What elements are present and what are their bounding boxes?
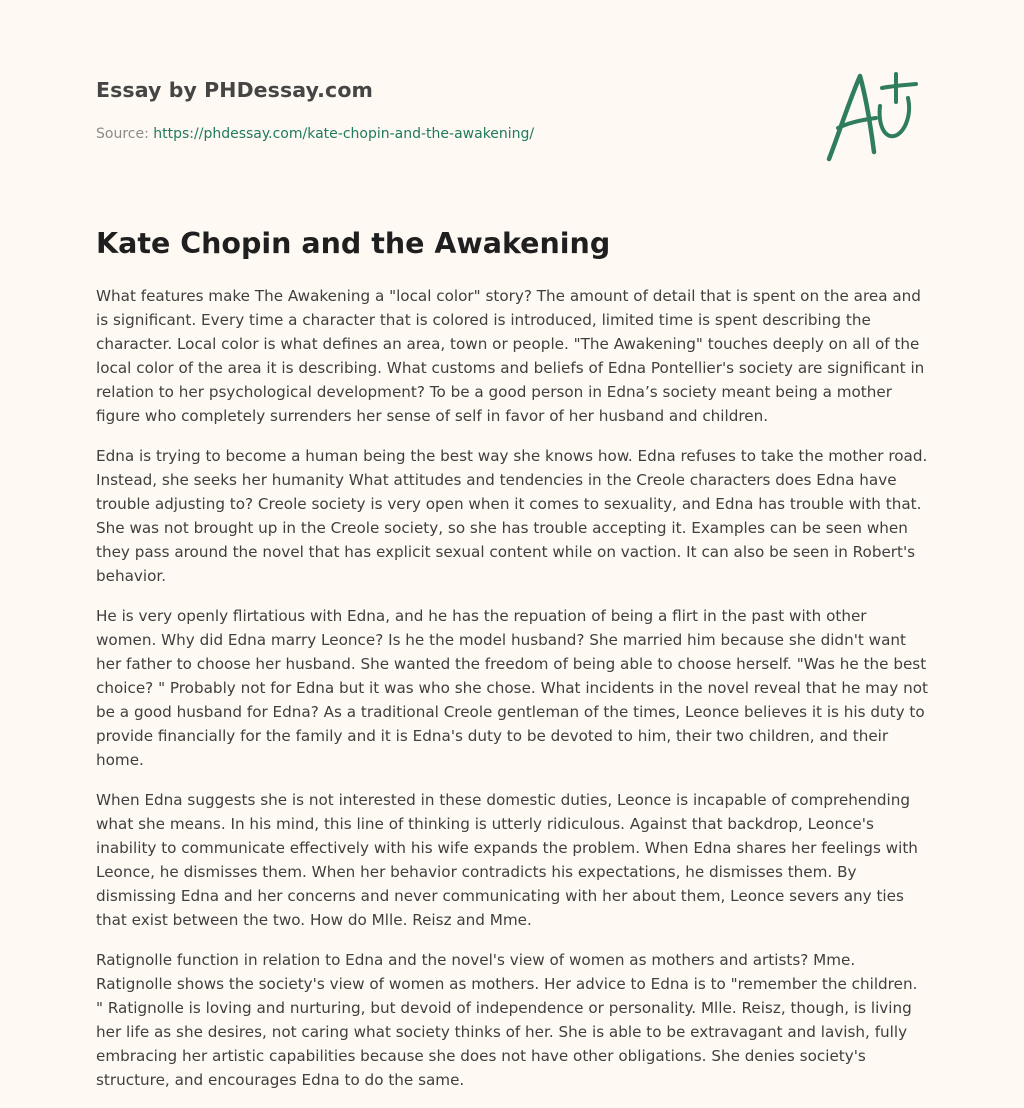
- source-line: [96, 124, 816, 144]
- essay-paragraph: Edna is trying to become a human being the best way she knows how. Edna refuses to take the mother road. Instead, she seeks her humanity What attitudes and tendencies in the Creole characters does Edna have trouble adjusting to? Creole society is very open when it comes to sexuality, and Edna has trouble with that. She was not brought up in the Creole society, so she has trouble accepting it. Examples can be seen when they pass around the novel that has explicit sexual content while on vaction. It can also be seen in Robert's behavior.: [96, 447, 928, 585]
- essay-title: Kate Chopin and the Awakening: [96, 227, 611, 260]
- site-brand: Essay by PHDessay.com: [96, 78, 373, 102]
- essay-paragraph: Ratignolle function in relation to Edna and the novel's view of women as mothers and artists? Mme. Ratignolle shows the society's view of women as mothers. Her advice to Edna is to "remember the children. " Ratignolle is loving and nurturing, but devoid of independence or personality. Mlle. Reisz, though, is living her life as she desires, not caring what society thinks of her. She is able to be extravagant and lavish, fully embracing her artistic capabilities because she does not have other obligations. She denies society's structure, and encourages Edna to do the same.: [96, 951, 918, 1089]
- essay-paragraph: What features make The Awakening a "local color" story? The amount of detail that is spent on the area and is significant. Every time a character that is colored is introduced, limited time is spent describing the character. Local color is what defines an area, town or people. "The Awakening" touches deeply on all of the local color of the area it is describing. What customs and beliefs of Edna Pontellier's society are significant in relation to her psychological development? To be a good person in Edna’s society meant being a mother figure who completely surrenders her sense of self in favor of her husband and children.: [96, 287, 925, 425]
- source-link[interactable]: https://phdessay.com/kate-chopin-and-the-awakening/: [153, 126, 535, 142]
- essay-paragraph: When Edna suggests she is not interested in these domestic duties, Leonce is incapable of comprehending what she means. In his mind, this line of thinking is utterly ridiculous. Against that backdrop, Leonce's inability to communicate effectively with his wife expands the problem. When Edna shares her feelings with Leonce, he dismisses them. When her behavior contradicts his expectations, he dismisses them. By dismissing Edna and her concerns and never communicating with her about them, Leonce severs any ties that exist between the two. How do Mlle. Reisz and Mme.: [96, 791, 918, 929]
- a-plus-icon: [818, 66, 928, 166]
- essay-paragraph: He is very openly flirtatious with Edna, and he has the repuation of being a flirt in the past with other women. Why did Edna marry Leonce? Is he the model husband? She married him because she didn't want her father to choose her husband. She wanted the freedom of being able to choose herself. "Was he the best choice? " Probably not for Edna but it was who she chose. What incidents in the novel reveal that he may not be a good husband for Edna? As a traditional Creole gentleman of the times, Leonce believes it is his duty to provide financially for the family and it is Edna's duty to be devoted to him, their two children, and their home.: [96, 607, 928, 769]
- source-label: Source:: [96, 126, 154, 142]
- page-header: [96, 74, 816, 144]
- essay-body: [96, 284, 928, 1108]
